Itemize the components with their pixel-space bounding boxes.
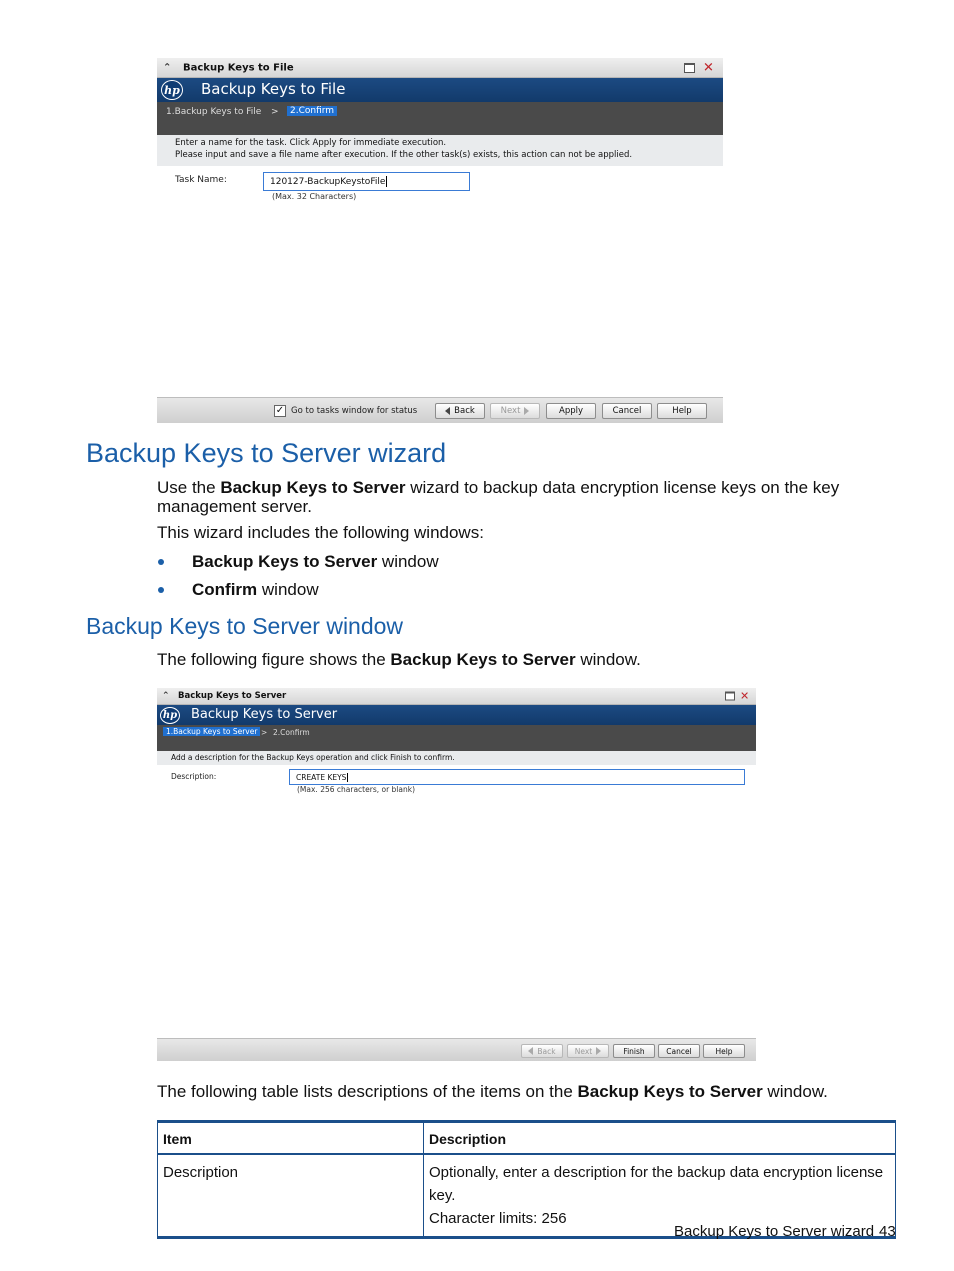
dialog-title-bar — [157, 58, 723, 78]
dialog-footer — [157, 1038, 756, 1061]
cell-description: Optionally, enter a description for the backup data encryption license key. Character limits: 256 — [424, 1154, 896, 1238]
window-title: Backup Keys to Server — [178, 691, 287, 701]
description-label: Description: — [171, 772, 217, 781]
list-item: Confirm window — [192, 580, 319, 599]
backup-keys-to-server-dialog — [157, 688, 756, 1061]
description-hint: (Max. 256 characters, or blank) — [297, 785, 416, 794]
instruction-line-1: Enter a name for the task. Click Apply for immediate execution. — [175, 138, 447, 148]
column-header-description: Description — [424, 1122, 896, 1155]
figure-intro-paragraph: The following figure shows the Backup Keys to Server window. — [157, 650, 641, 669]
help-button[interactable]: Help — [657, 403, 707, 419]
step-backup-keys-to-server[interactable]: 1.Backup Keys to Server — [163, 727, 260, 736]
next-button[interactable]: Next — [567, 1044, 609, 1058]
wizard-banner — [157, 78, 723, 102]
hp-logo-icon: hp — [160, 707, 180, 724]
intro-paragraph-line-2: management server. — [157, 497, 312, 516]
back-arrow-icon — [528, 1047, 533, 1055]
table-intro-paragraph: The following table lists descriptions of the items on the Backup Keys to Server window. — [157, 1082, 828, 1101]
step-separator: > — [271, 107, 279, 117]
close-icon[interactable]: ✕ — [703, 60, 714, 75]
go-to-tasks-checkbox[interactable]: ✓ — [275, 405, 285, 416]
go-to-tasks-label: Go to tasks window for status — [291, 406, 418, 416]
bullet-icon — [158, 559, 164, 565]
instructions-panel — [157, 135, 723, 166]
step-confirm[interactable]: 2.Confirm — [273, 728, 310, 737]
intro-paragraph: Use the Backup Keys to Server wizard to backup data encryption license keys on the key — [157, 478, 840, 497]
help-button[interactable]: Help — [703, 1044, 745, 1058]
apply-button[interactable]: Apply — [546, 403, 596, 419]
task-name-input[interactable]: 120127-BackupKeystoFile — [263, 172, 470, 191]
step-confirm[interactable]: 2.Confirm — [287, 106, 337, 116]
column-header-item: Item — [158, 1122, 424, 1155]
bullet-icon — [158, 587, 164, 593]
step-separator: > — [261, 728, 268, 737]
banner-title: Backup Keys to Server — [191, 707, 338, 722]
task-name-hint: (Max. 32 Characters) — [272, 192, 357, 201]
items-table — [157, 1120, 896, 1239]
section-heading-window: Backup Keys to Server window — [86, 613, 404, 639]
next-button[interactable]: Next — [490, 403, 540, 419]
backup-keys-to-file-dialog — [157, 58, 723, 423]
back-button[interactable]: Back — [435, 403, 485, 419]
description-input[interactable]: CREATE KEYS — [289, 769, 745, 785]
footer-section-title: Backup Keys to Server wizard — [674, 1223, 875, 1240]
banner-title: Backup Keys to File — [201, 80, 346, 98]
wizard-steps — [157, 725, 756, 751]
cancel-button[interactable]: Cancel — [602, 403, 652, 419]
next-arrow-icon — [596, 1047, 601, 1055]
maximize-icon[interactable] — [725, 692, 735, 701]
dialog-title-bar — [157, 688, 756, 705]
collapse-icon[interactable]: ⌃ — [163, 62, 172, 73]
wizard-banner — [157, 705, 756, 725]
page-number: 43 — [879, 1223, 896, 1240]
includes-paragraph: This wizard includes the following windows: — [157, 523, 484, 542]
collapse-icon[interactable]: ⌃ — [162, 691, 170, 701]
finish-button[interactable]: Finish — [613, 1044, 655, 1058]
back-button[interactable]: Back — [521, 1044, 563, 1058]
instruction-line-2: Please input and save a file name after execution. If the other task(s) exists, this action can not be applied. — [175, 150, 633, 160]
step-backup-keys-to-file[interactable]: 1.Backup Keys to File — [166, 107, 262, 117]
table-header-row — [158, 1122, 896, 1155]
section-heading-wizard: Backup Keys to Server wizard — [86, 438, 447, 468]
cancel-button[interactable]: Cancel — [658, 1044, 700, 1058]
instruction-line: Add a description for the Backup Keys operation and click Finish to confirm. — [171, 753, 455, 762]
wizard-steps — [157, 102, 723, 135]
hp-logo-icon: hp — [161, 80, 183, 100]
list-item: Backup Keys to Server window — [192, 552, 439, 571]
back-arrow-icon — [445, 407, 450, 415]
instructions-panel — [157, 751, 756, 765]
window-title: Backup Keys to File — [183, 62, 294, 73]
maximize-icon[interactable] — [684, 63, 695, 73]
next-arrow-icon — [524, 407, 529, 415]
dialog-footer — [157, 397, 723, 423]
close-icon[interactable]: ✕ — [740, 689, 750, 703]
task-name-label: Task Name: — [175, 175, 227, 185]
cell-item: Description — [158, 1154, 424, 1238]
